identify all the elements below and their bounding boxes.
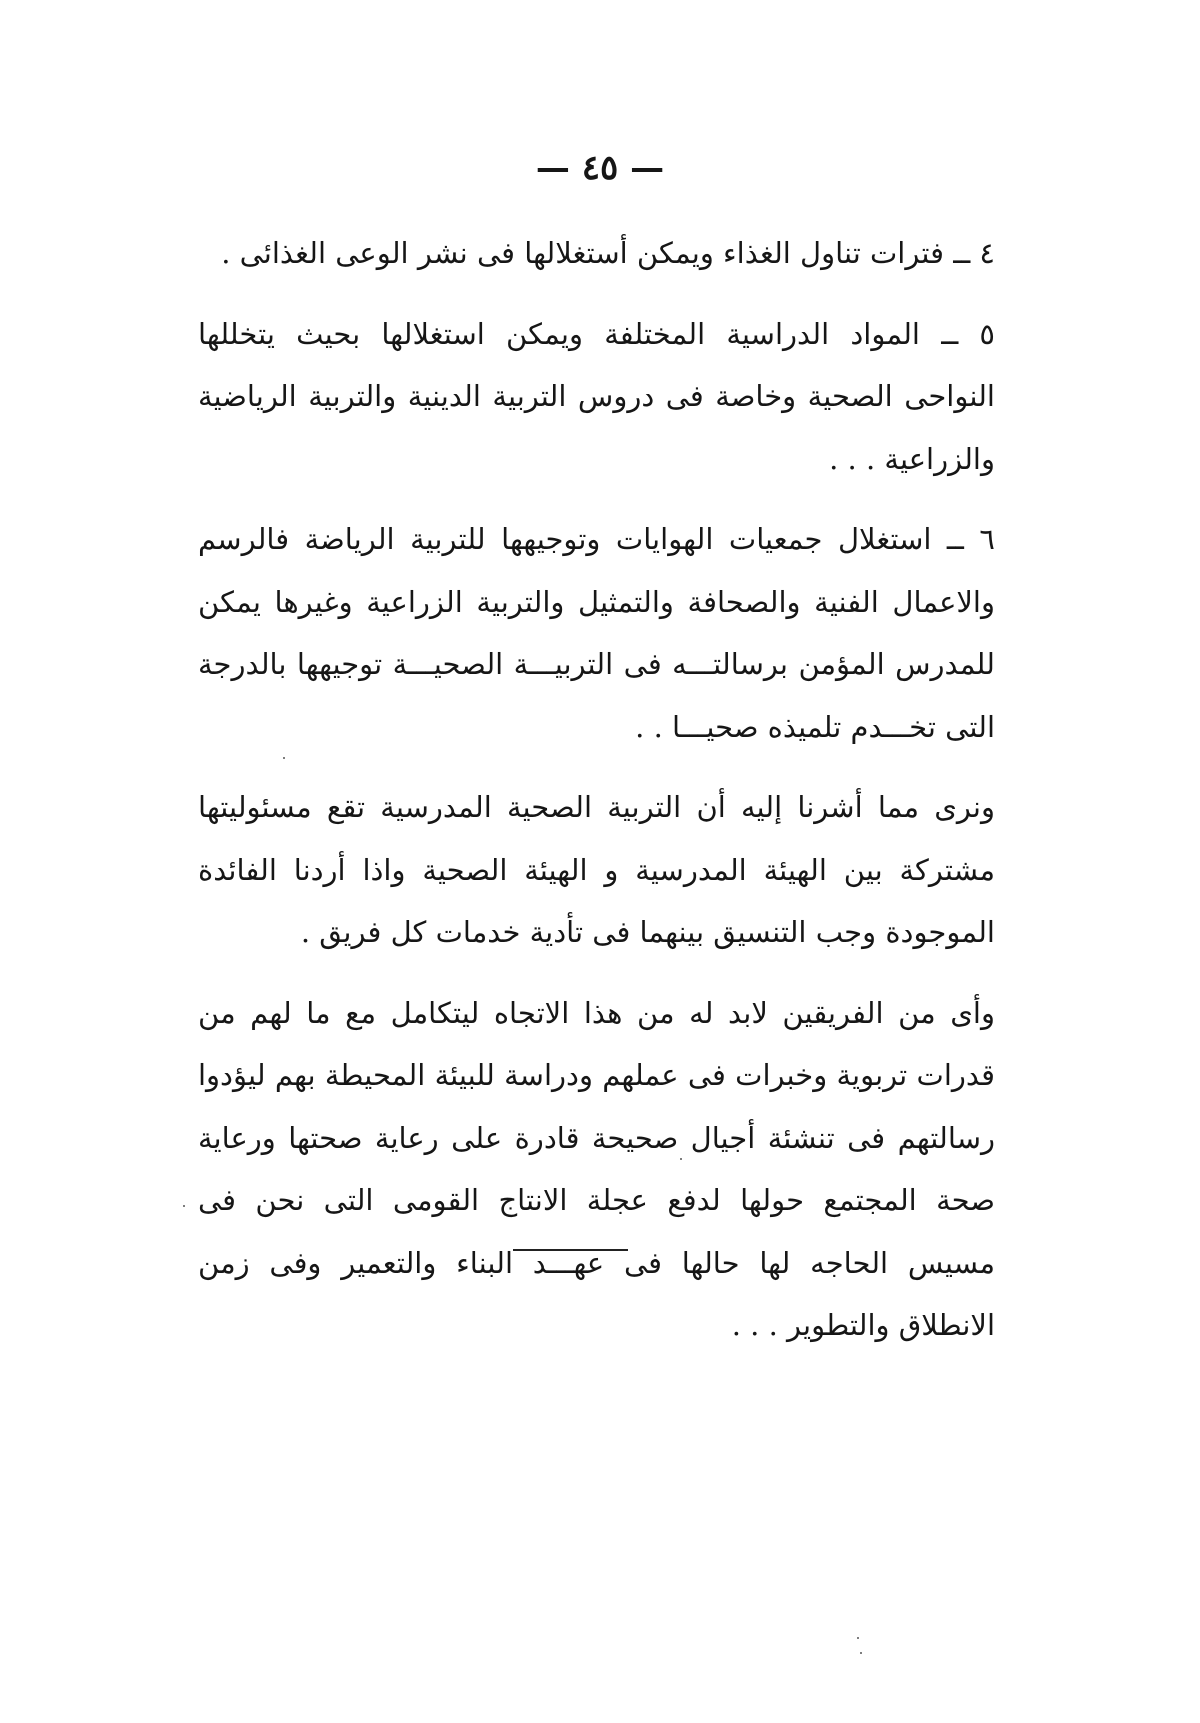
page-number: — ٤٥ —	[535, 148, 665, 188]
scan-speck	[283, 757, 285, 759]
section-divider	[513, 1249, 628, 1251]
body-text	[198, 222, 995, 1357]
paragraph: وأى من الفريقين لابد له من هذا الاتجاه ليتكامل مع ما لهم من قدرات تربوية وخبرات فى عملهم ودراسة للبيئة المحيطة بهم ليؤدوا رسالتهم فى تنشئة أجيال صحيحة قادرة على رعاية صحتها ورعاية صحة المجتمع حولها لدفع عجلة الانتاج القومى التى نحن فى مسيس الحاجه لها حالها فى عهـــد البناء والتعمير وفى زمن الانطلاق والتطوير . . .	[198, 995, 995, 1342]
scan-speck	[183, 1205, 185, 1207]
scan-speck	[857, 1637, 859, 1639]
list-item: ٤ ــ فترات تناول الغذاء ويمكن أستغلالها فى نشر الوعى الغذائى .	[221, 236, 995, 270]
scan-speck	[680, 1158, 682, 1160]
list-item: ٥ ــ المواد الدراسية المختلفة ويمكن استغلالها بحيث يتخللها النواحى الصحية وخاصة فى دروس التربية الدينية والتربية الرياضية والزراعية . . .	[198, 316, 995, 476]
list-item: ٦ ــ استغلال جمعيات الهوايات وتوجيهها للتربية الرياضة فالرسم والاعمال الفنية والصحافة والتمثيل والتربية الزراعية وغيرها يمكن للمدرس المؤمن برسالتـــه فى التربيـــة الصحيـــة توجيهها بالدرجة التى تخـــدم تلميذه صحيـــا . .	[198, 522, 995, 744]
paragraph: ونرى مما أشرنا إليه أن التربية الصحية المدرسية تقع مسئوليتها مشتركة بين الهيئة المدرسية و الهيئة الصحية واذا أردنا الفائدة الموجودة وجب التنسيق بينهما فى تأدية خدمات كل فريق .	[198, 790, 995, 949]
scan-speck	[860, 1652, 862, 1654]
